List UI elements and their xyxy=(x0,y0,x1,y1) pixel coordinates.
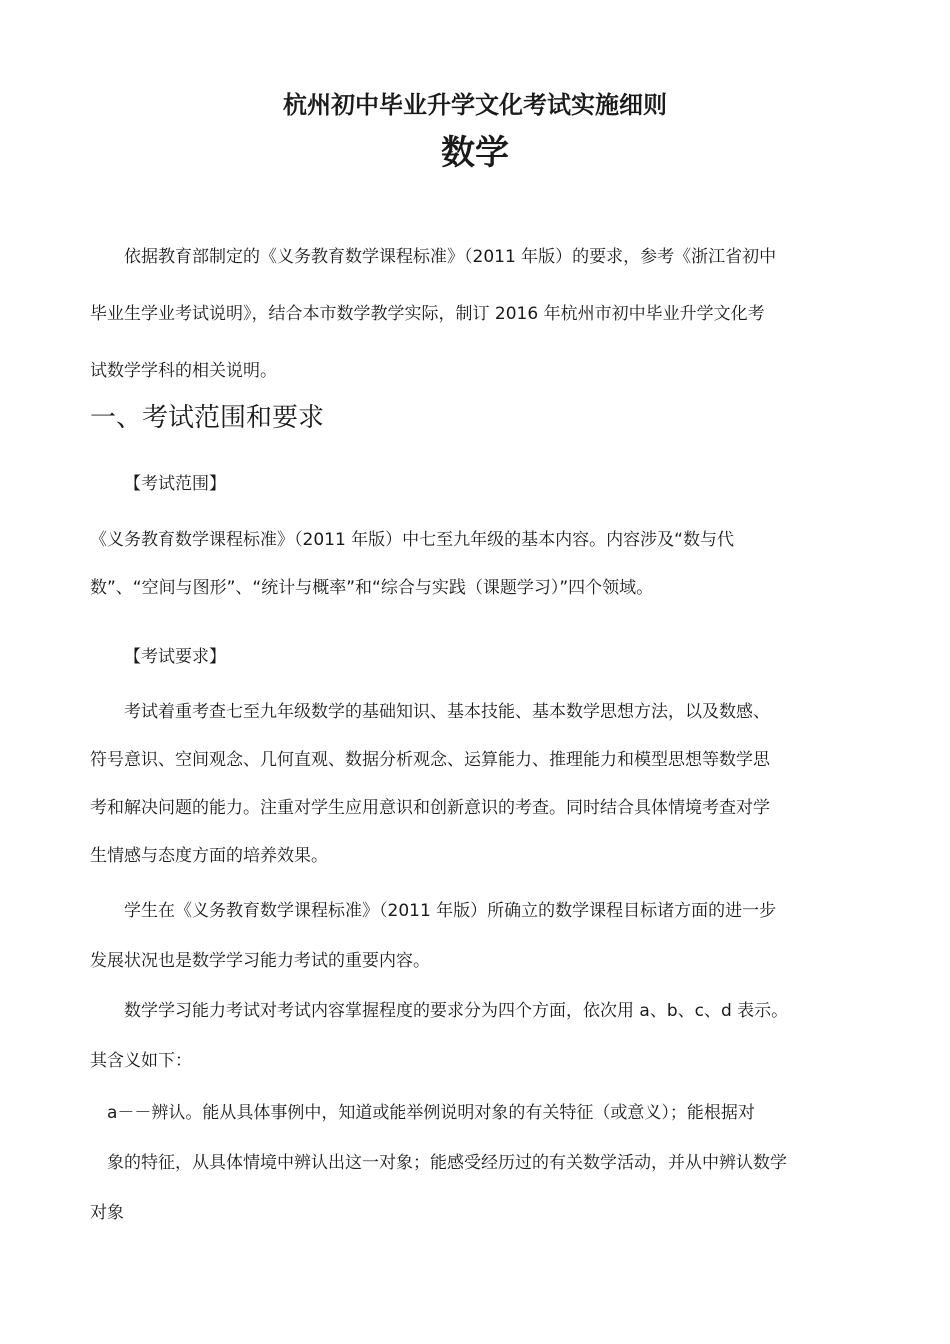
req2-line-2: 发展状况也是数学学习能力考试的重要内容。 xyxy=(90,951,430,971)
req1-line-2: 符号意识、空间观念、几何直观、数据分析观念、运算能力、推理能力和模型思想等数学思 xyxy=(90,750,770,770)
document-subject: 数学 xyxy=(441,133,509,173)
requirements-paragraph-1 xyxy=(90,698,860,871)
level-a-line-2: 象的特征，从具体情境中辨认出这一对象；能感受经历过的有关数学活动，并从中辨认数学 xyxy=(90,1153,787,1173)
req1-line-1: 考试着重考查七至九年级数学的基础知识、基本技能、基本数学思想方法，以及数感、 xyxy=(90,702,770,722)
level-a-paragraph xyxy=(90,1099,860,1228)
scope-line-2: 数”、“空间与图形”、“统计与概率”和“综合与实践（课题学习）”四个领域。 xyxy=(90,578,654,598)
level-a-line-1: a－－辨认。能从具体事例中，知道或能举例说明对象的有关特征（或意义）；能根据对 xyxy=(90,1103,755,1123)
intro-line-1: 依据教育部制定的《义务教育数学课程标准》（2011 年版）的要求，参考《浙江省初中 xyxy=(90,247,777,267)
req1-line-4: 生情感与态度方面的培养效果。 xyxy=(90,846,328,866)
scope-heading: 【考试范围】 xyxy=(124,474,226,494)
req2-line-1: 学生在《义务教育数学课程标准》（2011 年版）所确立的数学课程目标诸方面的进一步 xyxy=(90,901,777,921)
scope-line-1: 《义务教育数学课程标准》（2011 年版）中七至九年级的基本内容。内容涉及“数与代 xyxy=(90,530,734,550)
section-heading-exam-scope-and-requirements: 一、考试范围和要求 xyxy=(90,403,325,433)
req3-line-1: 数学学习能力考试对考试内容掌握程度的要求分为四个方面，依次用 a、b、c、d 表示。 xyxy=(90,1001,789,1021)
scope-paragraph xyxy=(90,526,860,603)
req3-line-2: 其含义如下： xyxy=(90,1051,192,1071)
requirements-paragraph-2 xyxy=(90,897,860,976)
document-title: 杭州初中毕业升学文化考试实施细则 xyxy=(283,91,667,119)
requirements-heading: 【考试要求】 xyxy=(124,647,226,667)
intro-paragraph xyxy=(90,243,860,386)
level-a-line-3: 对象 xyxy=(90,1203,124,1223)
req1-line-3: 考和解决问题的能力。注重对学生应用意识和创新意识的考查。同时结合具体情境考查对学 xyxy=(90,798,770,818)
requirements-paragraph-3 xyxy=(90,997,860,1076)
intro-line-3: 试数学学科的相关说明。 xyxy=(90,361,277,381)
intro-line-2: 毕业生学业考试说明》，结合本市数学教学实际，制订 2016 年杭州市初中毕业升学文化考 xyxy=(90,304,765,324)
